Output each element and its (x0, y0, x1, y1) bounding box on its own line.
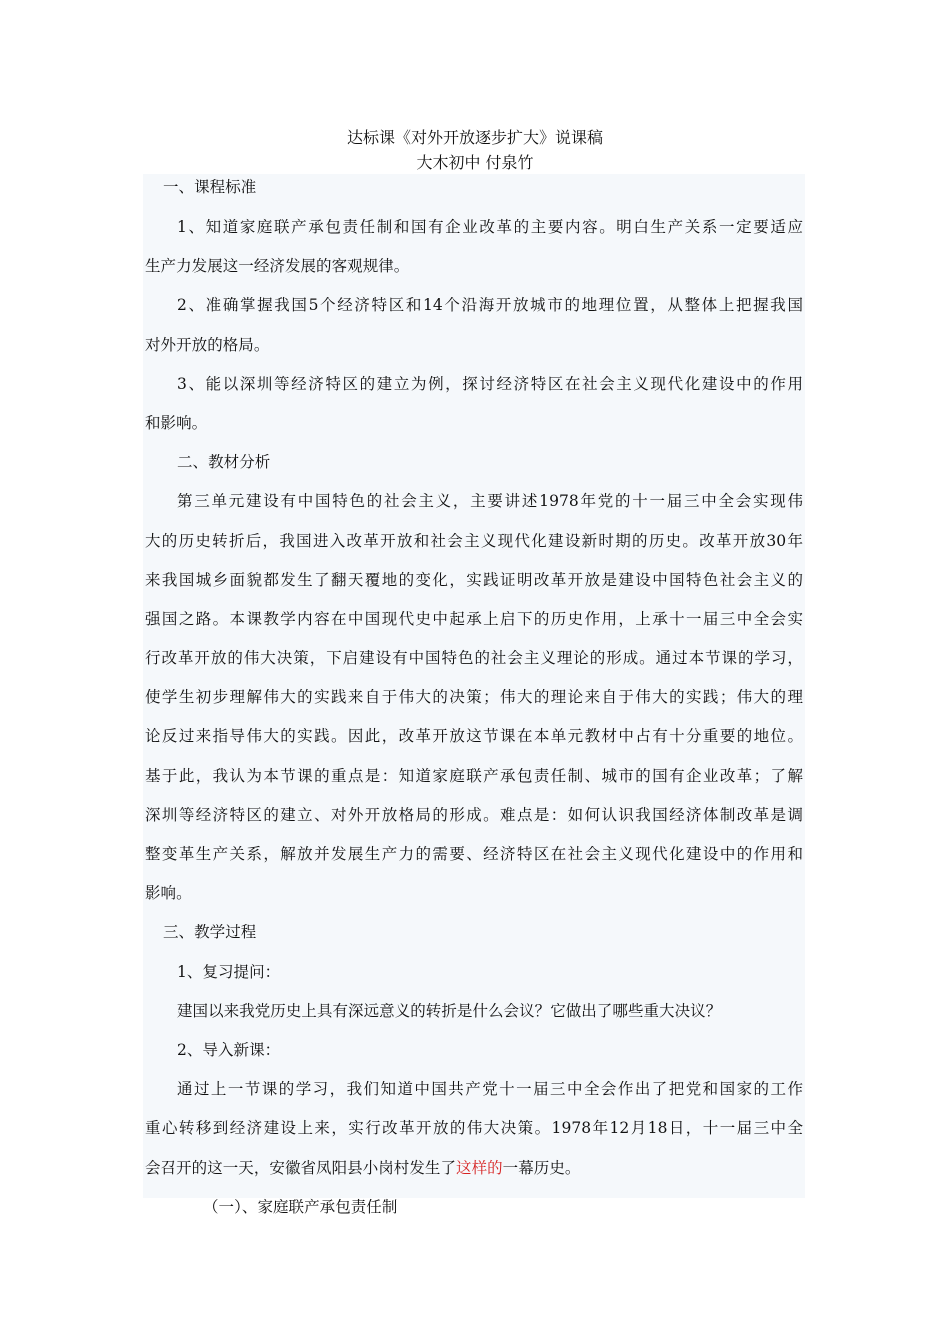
paragraph-line: 重心转移到经济建设上来，实行改革开放的伟大决策。1978年12月18日，十一届三中全 (145, 1119, 803, 1138)
text-run: 会召开的这一天，安徽省凤阳县小岗村发生了 (145, 1158, 457, 1177)
subheading-household-responsibility: （一）、家庭联产承包责任制 (203, 1197, 398, 1216)
paragraph-line: 和影响。 (145, 413, 208, 432)
paragraph-line: 基于此，我认为本节课的重点是：知道家庭联产承包责任制、城市的国有企业改革；了解 (145, 766, 803, 785)
paragraph-line: 对外开放的格局。 (145, 335, 270, 354)
section-heading-process: 三、教学过程 (163, 923, 257, 942)
paragraph-line: 1、知道家庭联产承包责任制和国有企业改革的主要内容。明白生产关系一定要适应 (177, 218, 803, 236)
paragraph-line: 3、能以深圳等经济特区的建立为例，探讨经济特区在社会主义现代化建设中的作用 (177, 374, 803, 393)
subheading-intro: 2、导入新课： (177, 1040, 281, 1059)
text-run: 一幕历史。 (502, 1158, 581, 1177)
section-heading-analysis: 二、教材分析 (177, 453, 271, 472)
paragraph-line: 通过上一节课的学习，我们知道中国共产党十一届三中全会作出了把党和国家的工作 (177, 1080, 803, 1099)
paragraph-line: 建国以来我党历史上具有深远意义的转折是什么会议？它做出了哪些重大决议？ (177, 1001, 722, 1020)
paragraph-line: 第三单元建设有中国特色的社会主义，主要讲述1978年党的十一届三中全会实现伟 (177, 492, 803, 511)
paragraph-line: 强国之路。本课教学内容在中国现代史中起承上启下的历史作用，上承十一届三中全会实 (145, 609, 803, 628)
paragraph-line: 论反过来指导伟大的实践。因此，改革开放这节课在本单元教材中占有十分重要的地位。 (145, 727, 803, 746)
subheading-review: 1、复习提问： (177, 962, 281, 981)
title-block (0, 126, 950, 176)
highlighted-text: 这样的 (456, 1158, 503, 1177)
section-heading-standards: 一、课程标准 (163, 178, 257, 196)
paragraph-line: 深圳等经济特区的建立、对外开放格局的形成。难点是：如何认识我国经济体制改革是调 (145, 805, 803, 824)
paragraph-line: 行改革开放的伟大决策，下启建设有中国特色的社会主义理论的形成。通过本节课的学习， (145, 649, 803, 668)
document-author: 大木初中 付泉竹 (416, 153, 534, 172)
paragraph-line: 大的历史转折后，我国进入改革开放和社会主义现代化建设新时期的历史。改革开放30年 (145, 531, 803, 550)
paragraph-line: 整变革生产关系，解放并发展生产力的需要、经济特区在社会主义现代化建设中的作用和 (145, 845, 803, 863)
paragraph-line (145, 1149, 803, 1188)
paragraph-line: 来我国城乡面貌都发生了翻天覆地的变化，实践证明改革开放是建设中国特色社会主义的 (145, 570, 803, 589)
paragraph-line: 2、准确掌握我国5个经济特区和14个沿海开放城市的地理位置，从整体上把握我国 (177, 296, 803, 315)
document-title: 达标课《对外开放逐步扩大》说课稿 (346, 128, 603, 147)
paragraph-line: 影响。 (145, 884, 192, 903)
document-body (143, 174, 805, 1216)
paragraph-line: 使学生初步理解伟大的实践来自于伟大的决策；伟大的理论来自于伟大的实践；伟大的理 (145, 688, 803, 707)
paragraph-line: 生产力发展这一经济发展的客观规律。 (145, 257, 410, 276)
